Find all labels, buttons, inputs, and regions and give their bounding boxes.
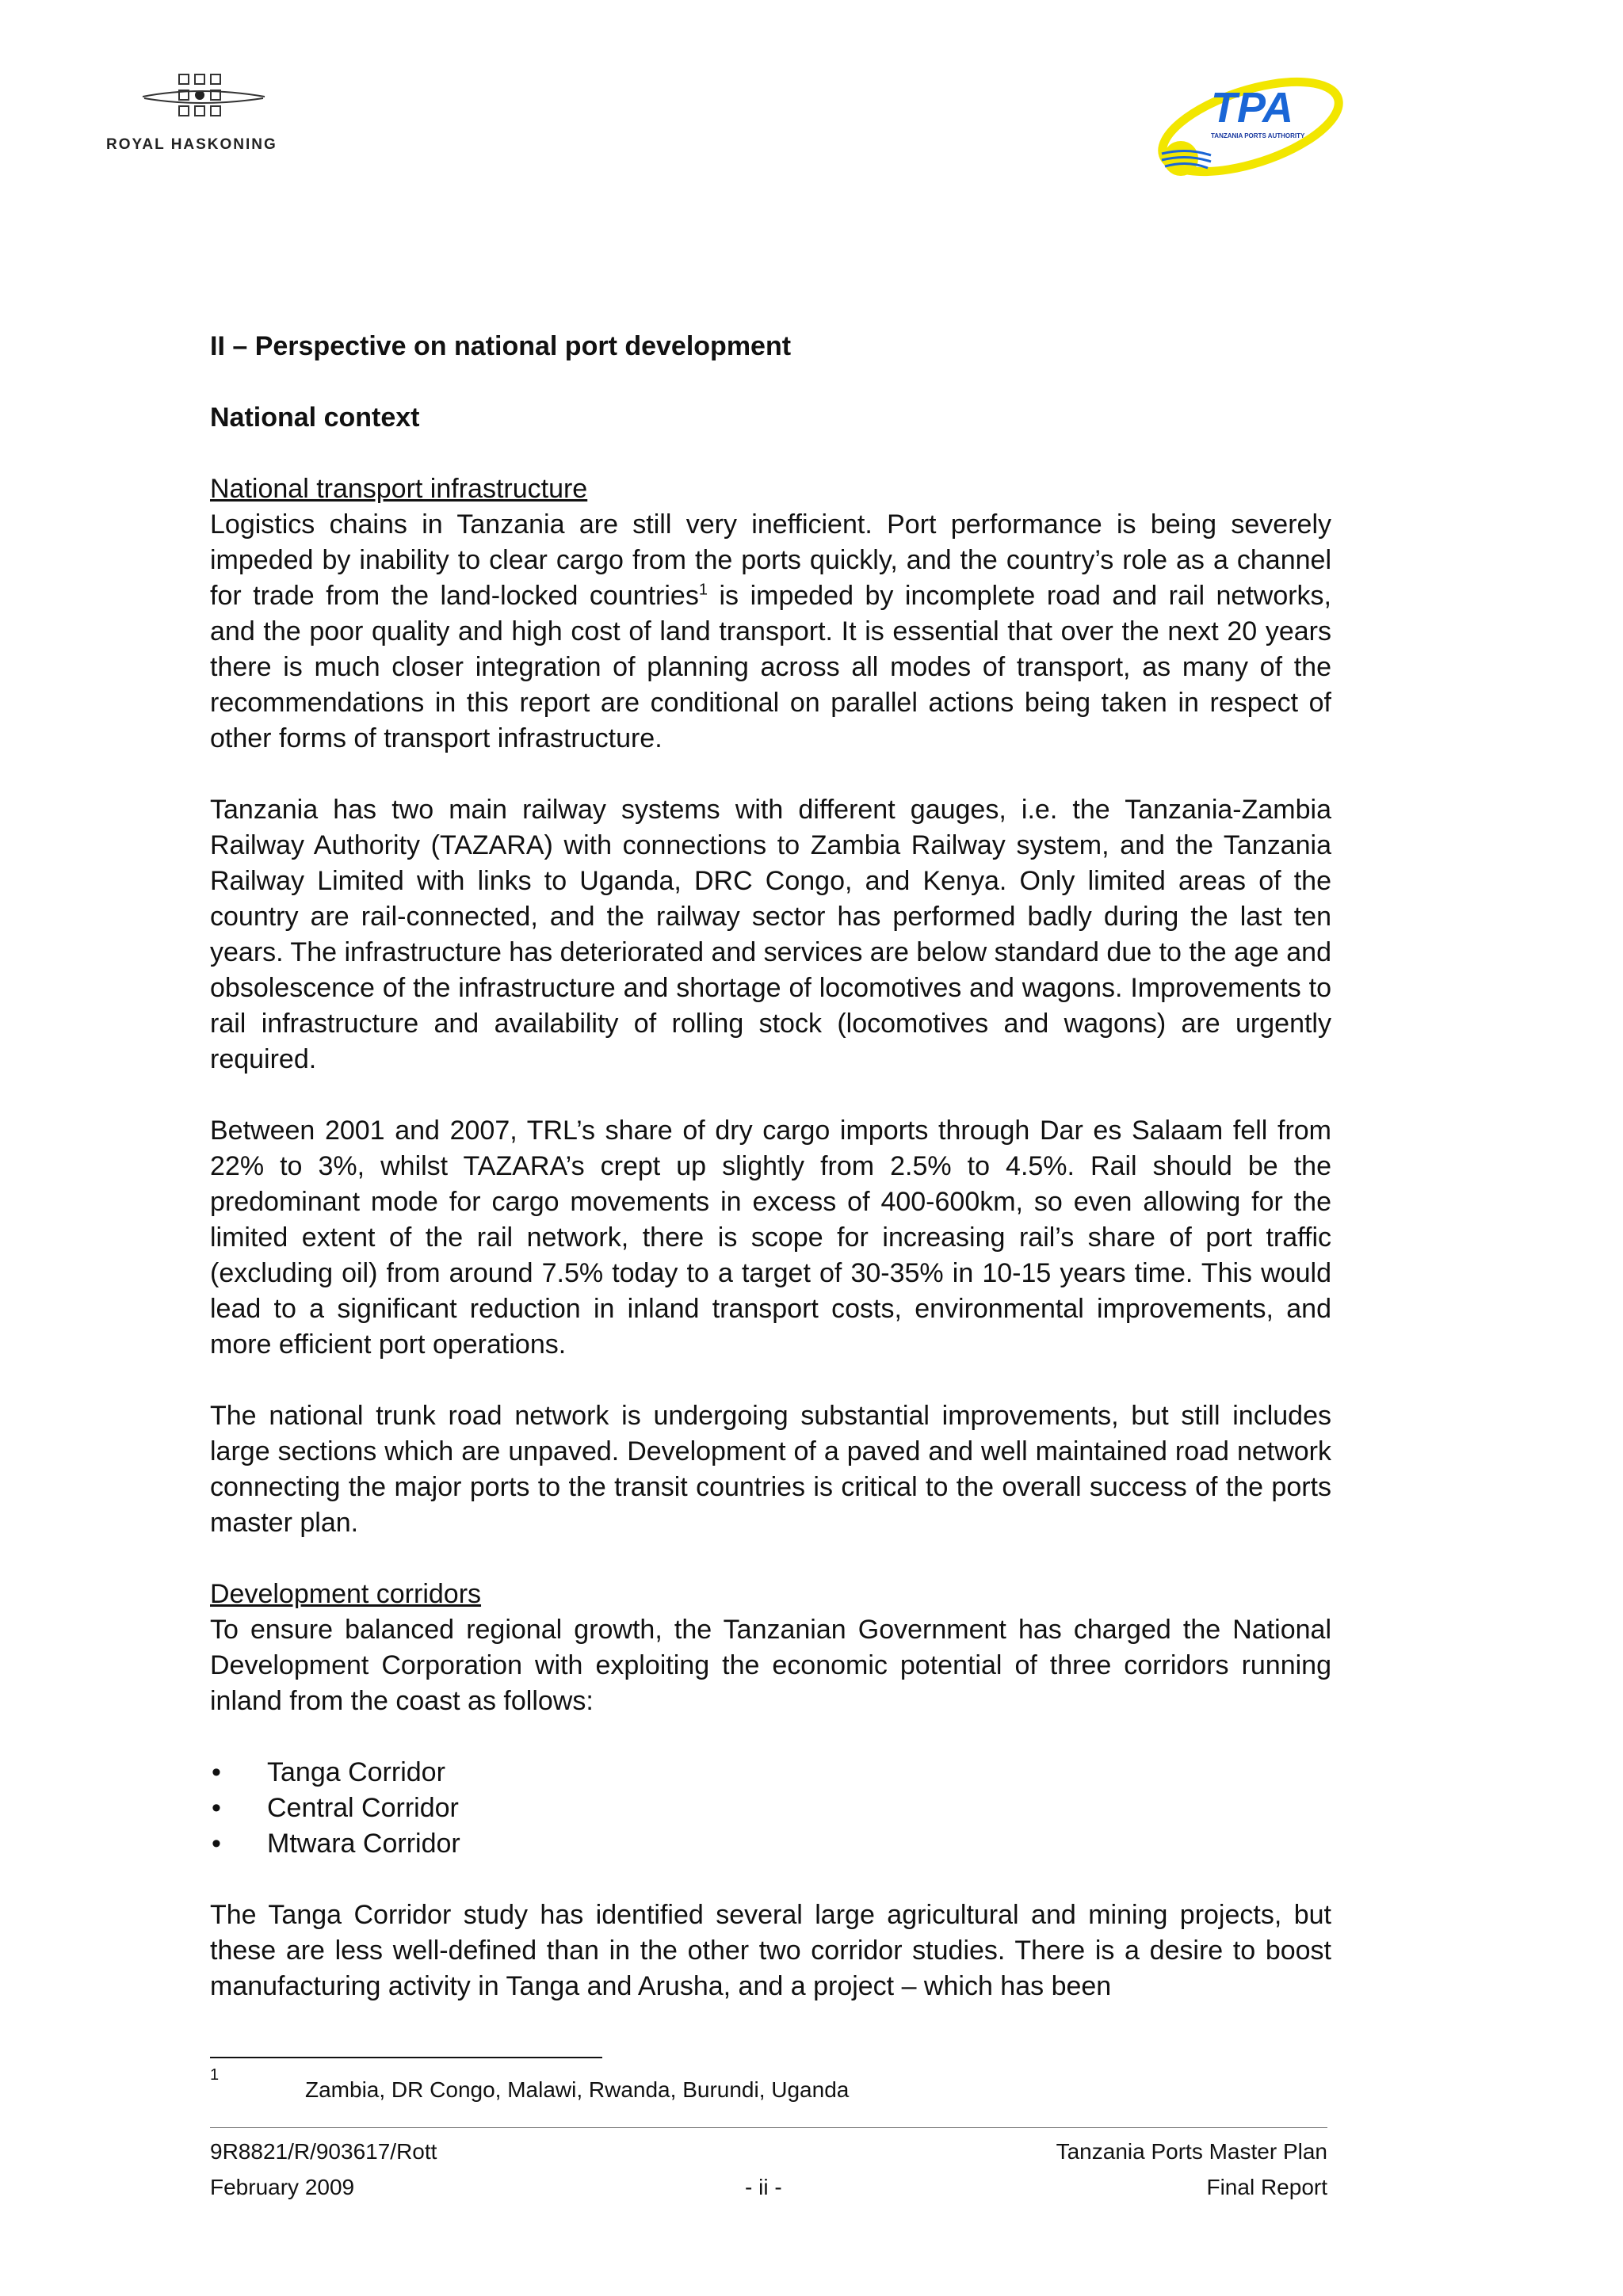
footer-date: February 2009 <box>210 2175 355 2199</box>
list-item-label: Central Corridor <box>267 1793 459 1823</box>
tpa-logo-letters: TPA <box>1211 84 1293 132</box>
footer-page-number: - ii - <box>745 2175 782 2199</box>
footer-reference: 9R8821/R/903617/Rott <box>210 2139 437 2164</box>
bullet-icon: • <box>212 1757 221 1787</box>
footnote-divider <box>210 2057 602 2058</box>
royal-haskoning-wordmark: ROYAL HASKONING <box>106 136 277 153</box>
bullet-icon: • <box>212 1793 221 1823</box>
tpa-logo <box>1155 71 1354 190</box>
paragraph-logistics-text-b: is impeded by incomplete road and rail networks, and the poor quality and high cost of land transport. It is essential that over the next 20 years there is much closer integration of planning across all modes of transport, as many of the recommendations in this report are conditional on parallel actions being taken in respect of other forms of transport infrastructure. <box>210 581 1332 753</box>
footnote-number: 1 <box>210 2066 220 2084</box>
document-body <box>210 329 1331 2004</box>
subsection-title: National context <box>210 402 420 433</box>
royal-haskoning-emblem-icon <box>103 63 309 135</box>
footnote-reference: 1 <box>698 581 708 599</box>
footnote-text: Zambia, DR Congo, Malawi, Rwanda, Burundi, Uganda <box>305 2077 850 2102</box>
list-item <box>210 1791 1331 1826</box>
paragraph-road-network: The national trunk road network is undergoing substantial improvements, but still includes large sections which are unpaved. Development of a paved and well maintained road network connecting the major ports to the transit countries is critical to the overall success of the ports master plan. <box>210 1401 1331 1538</box>
bullet-icon: • <box>212 1829 221 1859</box>
list-item-label: Tanga Corridor <box>267 1757 445 1787</box>
development-corridors-heading: Development corridors <box>210 1579 482 1609</box>
tpa-logo-subtext: TANZANIA PORTS AUTHORITY <box>1211 132 1305 139</box>
footer-divider <box>210 2127 1327 2128</box>
footer-report-type: Final Report <box>1206 2175 1327 2199</box>
paragraph-rail-share: Between 2001 and 2007, TRL’s share of dry cargo imports through Dar es Salaam fell from 22% to 3%, whilst TAZARA’s crept up slightly from 2.5% to 4.5%. Rail should be the predominant mode for cargo movements in excess of 400-600km, so even allowing for the limited extent of the rail network, there is scope for increasing rail’s share of port traffic (excluding oil) from around 7.5% today to a target of 30-35% in 10-15 years time. This would lead to a significant reduction in inland transport costs, environmental improvements, and more efficient port operations. <box>210 1116 1331 1360</box>
list-item <box>210 1755 1331 1791</box>
paragraph-tanga-corridor: The Tanga Corridor study has identified several large agricultural and mining projects, but these are less well-defined than in the other two corridor studies. There is a desire to boost manufacturing activity in Tanga and Arusha, and a project – which has been <box>210 1900 1331 2001</box>
list-item <box>210 1826 1331 1862</box>
footer-document-title: Tanzania Ports Master Plan <box>1056 2139 1327 2164</box>
section-title: II – Perspective on national port development <box>210 331 792 361</box>
corridor-list <box>210 1755 1331 1862</box>
paragraph-logistics <box>210 507 1331 757</box>
tpa-emblem-icon <box>1155 71 1354 190</box>
list-item-label: Mtwara Corridor <box>267 1829 460 1859</box>
transport-infrastructure-heading: National transport infrastructure <box>210 474 588 504</box>
paragraph-railways: Tanzania has two main railway systems with different gauges, i.e. the Tanzania-Zambia Railway Authority (TAZARA) with connections to Zambia Railway system, and the Tanzania Railway Limited with links to Uganda, DRC Congo, and Kenya. Only limited areas of the country are rail-connected, and the railway sector has performed badly during the last ten years. The infrastructure has deteriorated and services are below standard due to the age and obsolescence of the infrastructure and shortage of locomotives and wagons. Improvements to rail infrastructure and availability of rolling stock (locomotives and wagons) are urgently required. <box>210 795 1332 1074</box>
paragraph-logistics-text-a: Logistics chains in Tanzania are still very inefficient. Port performance is being severely impeded by inability to clear cargo from the ports quickly, and the country’s role as a channel for trade from the land-locked countries <box>210 509 1331 611</box>
paragraph-corridors-intro: To ensure balanced regional growth, the Tanzanian Government has charged the National Development Corporation with exploiting the economic potential of three corridors running inland from the coast as follows: <box>210 1615 1331 1716</box>
royal-haskoning-logo <box>103 63 309 158</box>
